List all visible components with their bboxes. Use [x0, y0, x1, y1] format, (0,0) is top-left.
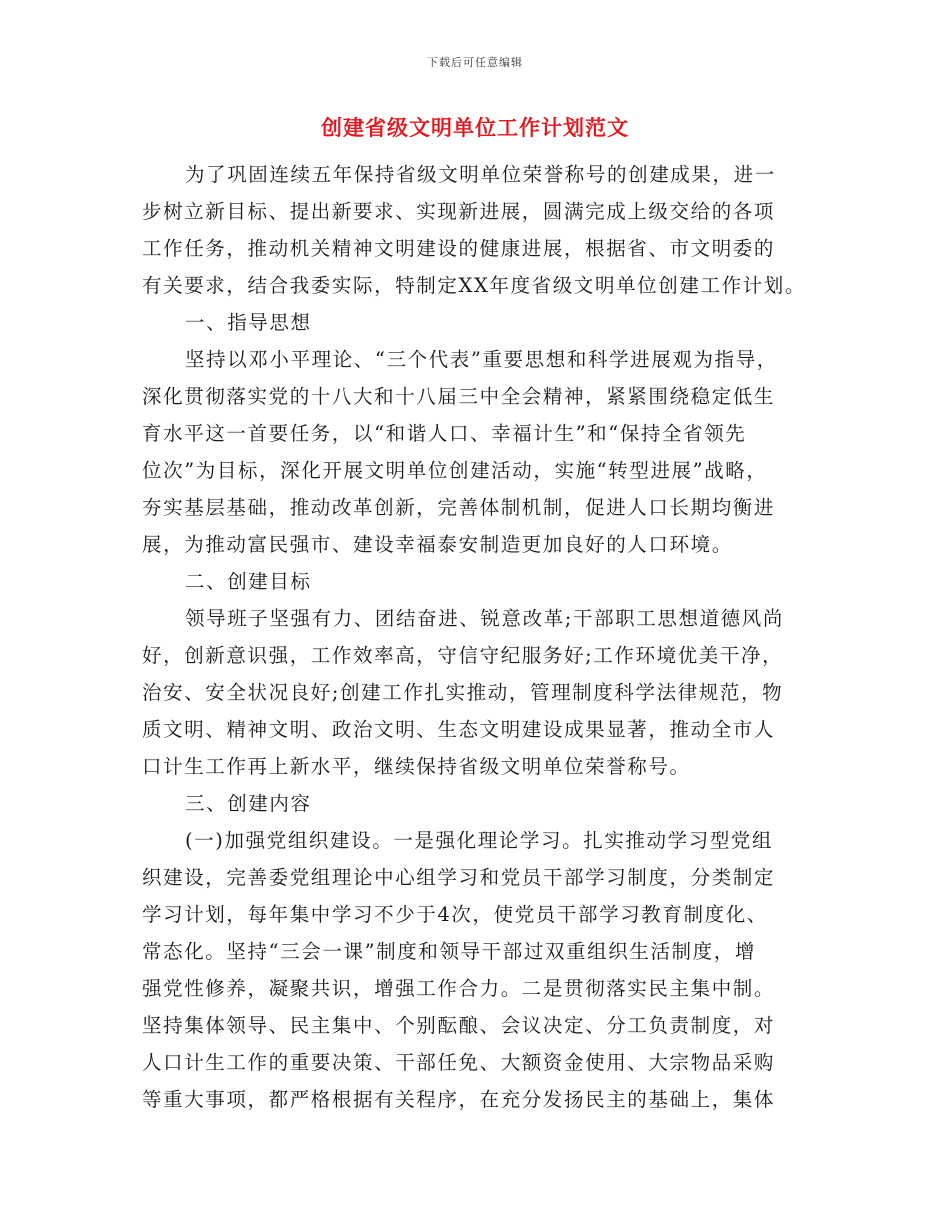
text-line: 口计生工作再上新水平，继续保持省级文明单位荣誉称号。: [142, 755, 691, 778]
text-line: 一、指导思想: [185, 311, 312, 334]
text-line: 工作任务，推动机关精神文明建设的健康进展，根据省、市文明委的: [142, 237, 776, 260]
text-line: 质文明、精神文明、政治文明、生态文明建设成果显著，推动全市人: [142, 718, 776, 741]
text-line: 二、创建目标: [185, 570, 312, 593]
text-line: 三、创建内容: [185, 792, 312, 815]
text-line: 深化贯彻落实党的十八大和十八届三中全会精神，紧紧围绕稳定低生: [142, 385, 776, 408]
text-line: 人口计生工作的重要决策、干部任免、大额资金使用、大宗物品采购: [142, 1051, 776, 1074]
text-line: 位次”为目标，深化开展文明单位创建活动，实施“转型进展”战略，: [142, 459, 768, 482]
header-note: 下载后可任意编辑: [427, 56, 523, 69]
text-line: 织建设，完善委党组理论中心组学习和党员干部学习制度，分类制定: [142, 866, 776, 889]
text-line: 好，创新意识强，工作效率高，守信守纪服务好;工作环境优美干净，: [142, 644, 784, 667]
text-line: 坚持以邓小平理论、“三个代表”重要思想和科学进展观为指导，: [185, 348, 778, 371]
text-line: 强党性修养，凝聚共识，增强工作合力。二是贯彻落实民主集中制。: [142, 977, 776, 1000]
text-line: 等重大事项，都严格根据有关程序，在充分发扬民主的基础上，集体: [142, 1088, 776, 1111]
text-line: 展，为推动富民强市、建设幸福泰安制造更加良好的人口环境。: [142, 533, 733, 556]
text-line: 学习计划，每年集中学习不少于4次，使党员干部学习教育制度化、: [142, 903, 768, 926]
text-line: 有关要求，结合我委实际，特制定XX年度省级文明单位创建工作计划。: [142, 274, 806, 297]
text-line: 治安、安全状况良好;创建工作扎实推动，管理制度科学法律规范，物: [142, 681, 784, 704]
document-body: [142, 156, 812, 1118]
text-line: 步树立新目标、提出新要求、实现新进展，圆满完成上级交给的各项: [142, 200, 776, 223]
text-line: (一)加强党组织建设。一是强化理论学习。扎实推动学习型党组: [185, 829, 774, 852]
document-title: 创建省级文明单位工作计划范文: [321, 115, 629, 140]
text-line: 为了巩固连续五年保持省级文明单位荣誉称号的创建成果，进一: [185, 163, 776, 186]
text-line: 领导班子坚强有力、团结奋进、锐意改革;干部职工思想道德风尚: [185, 607, 784, 630]
text-line: 育水平这一首要任务，以“和谐人口、幸福计生”和“保持全省领先: [142, 422, 747, 445]
text-line: 常态化。坚持“三会一课”制度和领导干部过双重组织生活制度，增: [142, 940, 756, 963]
text-line: 夯实基层基础，推动改革创新，完善体制机制，促进人口长期均衡进: [142, 496, 776, 519]
text-line: 坚持集体领导、民主集中、个别酝酿、会议决定、分工负责制度，对: [142, 1014, 776, 1037]
